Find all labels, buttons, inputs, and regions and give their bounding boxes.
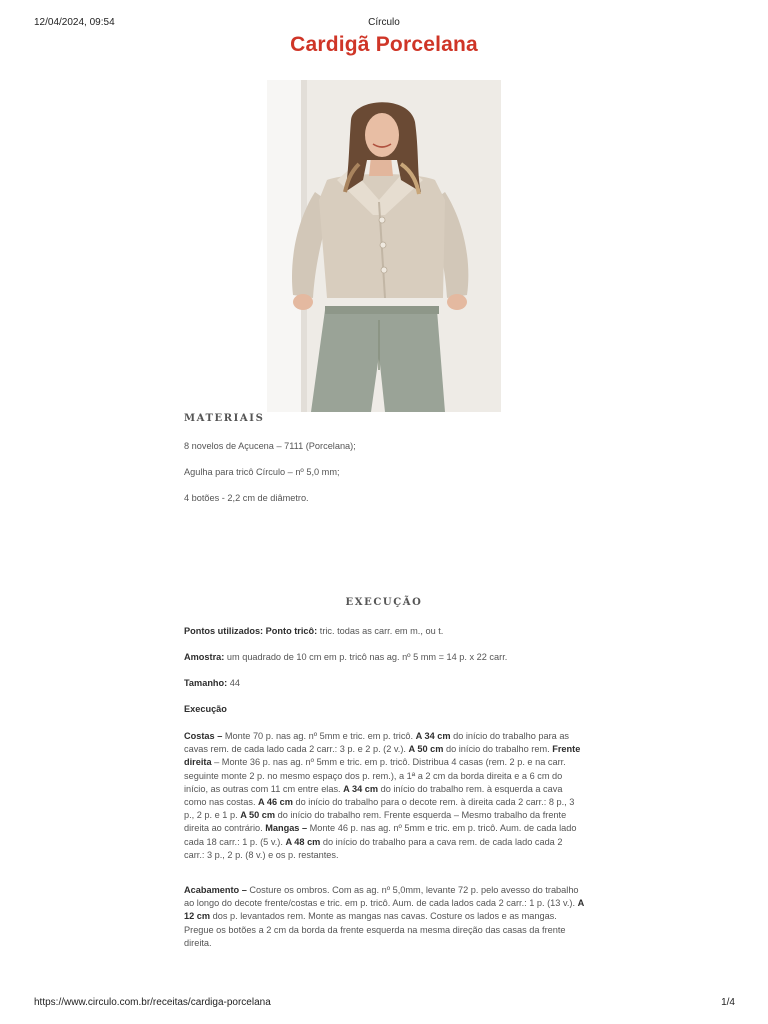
- page-title: Cardigã Porcelana: [290, 33, 478, 56]
- costas-label: Costas –: [184, 731, 223, 741]
- frente-direita-label: Frente direita: [184, 744, 581, 768]
- instruction-text: do início do trabalho rem. Frente esquerda – Mesmo trabalho da frente direita ao contrário.: [184, 810, 567, 834]
- mangas-label: Mangas –: [265, 823, 308, 834]
- size-text: 44: [227, 678, 240, 688]
- measure-highlight: A 50 cm: [408, 744, 444, 755]
- instruction-text: Costure os ombros. Com as ag. nº 5,0mm, levante 72 p. pelo avesso do trabalho ao longo do decote frente/costas e tric. em p. tricô. Aum. de cada lados cada 2 carr.: 1 p. (13 v.).: [184, 885, 579, 909]
- size-paragraph: [184, 677, 584, 690]
- material-item: 8 novelos de Açucena – 7111 (Porcelana);: [184, 441, 356, 451]
- execution-subheading-text: Execução: [184, 704, 227, 714]
- gauge-paragraph: [184, 651, 584, 664]
- material-item: Agulha para tricô Círculo – nº 5,0 mm;: [184, 467, 340, 477]
- instructions-paragraph: [184, 730, 584, 862]
- instruction-text: do início do trabalho rem.: [443, 744, 553, 755]
- instruction-text: Monte 46 p. nas ag. nº 5mm e tric. em p. tricô. Aum. de cada lado cada 18 carr.: 1 p. (5 v.).: [184, 823, 577, 847]
- instruction-text: Monte 70 p. nas ag. nº 5mm e tric. em p. tricô.: [222, 731, 416, 741]
- finishing-paragraph: [184, 884, 584, 950]
- print-url: https://www.circulo.com.br/receitas/cardiga-porcelana: [34, 997, 271, 1008]
- measure-highlight: A 50 cm: [240, 810, 276, 821]
- stitches-text: tric. todas as carr. em m., ou t.: [317, 626, 444, 636]
- acabamento-label: Acabamento –: [184, 885, 247, 895]
- measure-highlight: A 34 cm: [415, 731, 451, 741]
- measure-highlight: A 46 cm: [258, 797, 293, 808]
- instruction-text: – Monte 36 p. nas ag. nº 5mm e tric. em p. tricô. Distribua 4 casas (rem. 2 p. e na carr. seguinte monte 2 p. no mesmo espaço dos p. rem.), a 1ª a 2 cm da borda direita e a 6 cm do início, as outras com 11 cm entre elas.: [184, 757, 566, 794]
- execution-heading: EXECUÇÃO: [345, 597, 423, 608]
- stitches-paragraph: [184, 625, 584, 638]
- gauge-label: Amostra:: [184, 652, 225, 662]
- measure-highlight: A 12 cm: [184, 898, 584, 922]
- gauge-text: um quadrado de 10 cm em p. tricô nas ag. nº 5 mm = 14 p. x 22 carr.: [224, 652, 508, 662]
- measure-highlight: A 34 cm: [343, 783, 379, 794]
- instruction-text: dos p. levantados rem. Monte as mangas nas cavas. Costure os lados e as mangas. Pregue os botões a 2 cm da borda da frente esquerda na mesma direção das casas da frente direita.: [184, 911, 566, 948]
- instruction-text: do início do trabalho para a cava rem. de cada lado cada 2 carr.: 3 p., 2 p. (8 v.) e os p. restantes.: [184, 836, 563, 860]
- execution-subheading: [184, 703, 584, 716]
- print-datetime: 12/04/2024, 09:54: [34, 17, 115, 28]
- stitches-label: Pontos utilizados: Ponto tricô:: [184, 626, 318, 636]
- measure-highlight: A 48 cm: [285, 836, 321, 847]
- materials-heading: MATERIAIS: [184, 413, 265, 424]
- material-item: 4 botões - 2,2 cm de diâmetro.: [184, 493, 309, 503]
- print-site-title: Círculo: [368, 17, 400, 28]
- size-label: Tamanho:: [184, 678, 228, 688]
- cardigan-photo: [267, 80, 501, 412]
- instruction-text: do início do trabalho rem. à esquerda a cava como nas costas.: [184, 783, 563, 808]
- instruction-text: do início do trabalho para as cavas rem. de cada lado cada 2 carr.: 3 p. e 2 p. (2 v.).: [184, 731, 570, 755]
- instruction-text: do início do trabalho para o decote rem. à direita cada 2 carr.: 8 p., 3 p., 2 p. e 1 p.: [184, 797, 575, 821]
- print-page-number: 1/4: [721, 997, 735, 1008]
